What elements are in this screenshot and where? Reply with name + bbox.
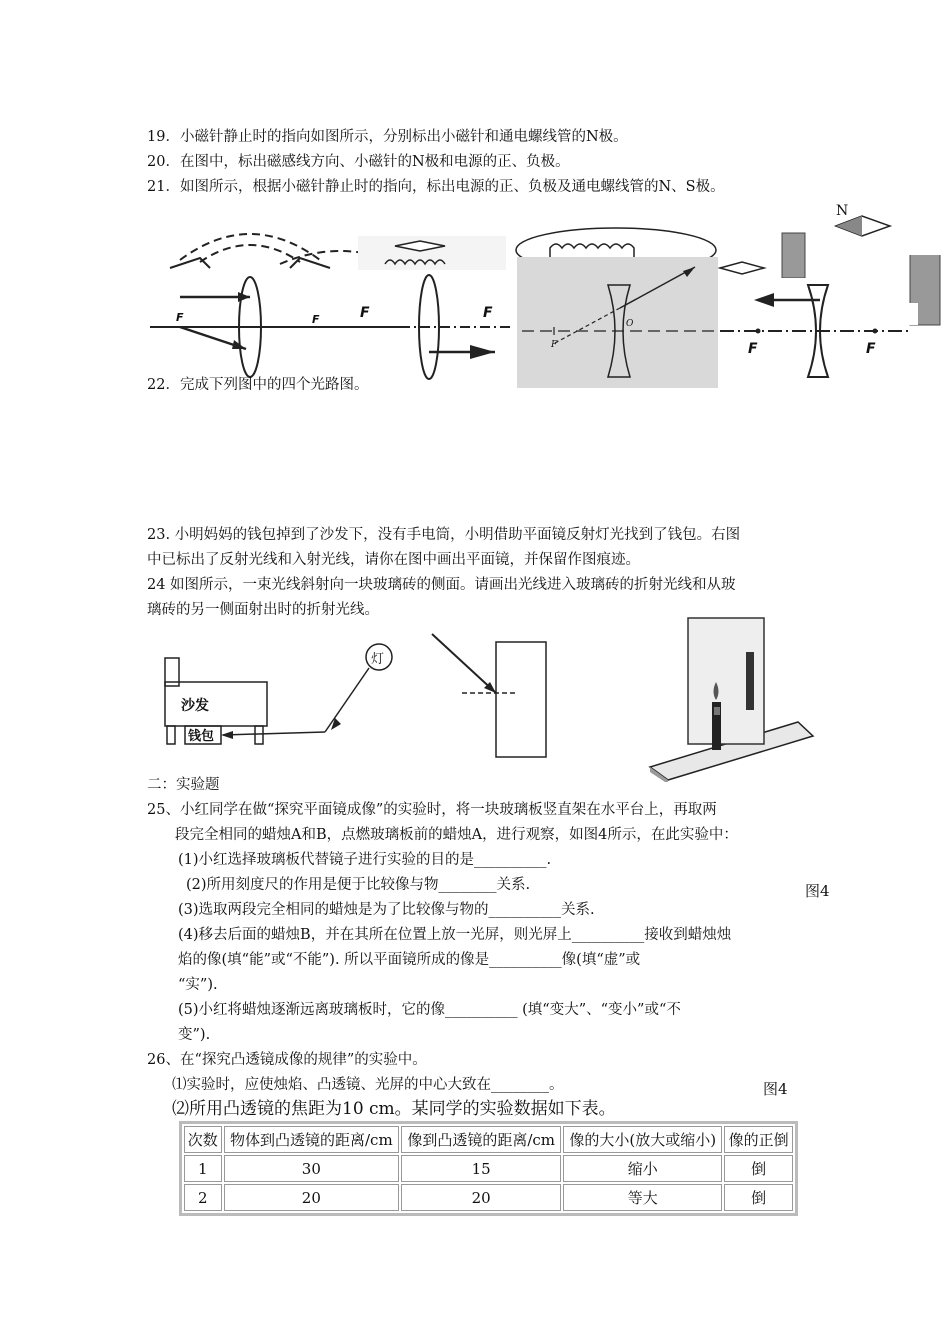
table-header-cell: 像的大小(放大或缩小) bbox=[563, 1126, 722, 1153]
q25-p5a: (5)小红将蜡烛逐渐远离玻璃板时，它的像__________ (填“变大”、“变小”或“不 bbox=[178, 1002, 681, 1018]
table-cell: 30 bbox=[224, 1155, 400, 1182]
focus-label-1b: F bbox=[312, 313, 320, 326]
glass-brick bbox=[496, 642, 546, 757]
q23-text-line1: 23. 小明妈妈的钱包掉到了沙发下，没有手电筒，小明借助平面镜反射灯光找到了钱包。右图 bbox=[147, 527, 741, 543]
table-cell: 2 bbox=[184, 1184, 222, 1211]
compass-needle-3-dark bbox=[836, 216, 862, 236]
q22-text: 22．完成下列图中的四个光路图。 bbox=[147, 377, 369, 393]
table-cell: 等大 bbox=[563, 1184, 722, 1211]
table-cell: 20 bbox=[224, 1184, 400, 1211]
glass-brick-figure bbox=[428, 630, 553, 760]
focus-label-4a: F bbox=[748, 341, 758, 357]
focus-label-4b: F bbox=[866, 341, 876, 357]
focus-label-3: F bbox=[551, 340, 558, 350]
table-header-cell: 像的正倒 bbox=[724, 1126, 793, 1153]
focus-label-2a: F bbox=[360, 305, 370, 321]
sofa-label: 沙发 bbox=[181, 698, 209, 714]
table-cell: 倒 bbox=[724, 1184, 793, 1211]
magnet-n-label: N bbox=[836, 203, 849, 219]
sofa-leg-right bbox=[255, 726, 263, 744]
table-row bbox=[184, 1184, 793, 1211]
incident-light-ray bbox=[432, 634, 496, 693]
q24-text-line2: 璃砖的另一侧面射出时的折射光线。 bbox=[147, 602, 379, 618]
table-header-row bbox=[184, 1126, 793, 1153]
q25-figure-label: 图4 bbox=[805, 882, 830, 900]
plane-mirror-candle-figure bbox=[648, 612, 820, 782]
incident-ray bbox=[325, 668, 369, 732]
section2-title: 二：实验题 bbox=[147, 777, 220, 793]
q21-text: 21．如图所示，根据小磁针静止时的指向，标出电源的正、负极及通电螺线管的N、S极。 bbox=[147, 179, 725, 195]
table-cell: 20 bbox=[401, 1184, 561, 1211]
candle-a-image bbox=[714, 707, 720, 715]
table-cell: 1 bbox=[184, 1155, 222, 1182]
q25-p1: (1)小红选择玻璃板代替镜子进行实验的目的是__________. bbox=[178, 852, 552, 868]
q23-text-line2: 中已标出了反射光线和入射光线，请你在图中画出平面镜，并保留作图痕迹。 bbox=[147, 552, 640, 568]
table-header-cell: 物体到凸透镜的距离/cm bbox=[224, 1126, 400, 1153]
center-label-3: O bbox=[626, 319, 634, 329]
q24-text-line1: 24 如图所示，一束光线斜射向一块玻璃砖的侧面。请画出光线进入玻璃砖的折射光线和从玻 bbox=[147, 577, 736, 593]
q25-p4c: “实”). bbox=[178, 977, 218, 993]
q25-p5b: 变”). bbox=[178, 1027, 211, 1043]
q20-text: 20．在图中，标出磁感线方向、小磁针的N极和电源的正、负极。 bbox=[147, 154, 570, 170]
table-header-cell: 像到凸透镜的距离/cm bbox=[401, 1126, 561, 1153]
candle-b bbox=[746, 652, 754, 710]
q26-line1: 26、在“探究凸透镜成像的规律”的实验中。 bbox=[147, 1052, 427, 1068]
focus-label-2b: F bbox=[483, 305, 493, 321]
q25-p4b: 焰的像(填“能”或“不能”). 所以平面镜所成的像是__________像(填“虚”或 bbox=[178, 952, 641, 968]
focus-label-1a: F bbox=[176, 311, 184, 324]
q25-p4a: (4)移去后面的蜡烛B，并在其所在位置上放一光屏，则光屏上__________接收到蜡烛烛 bbox=[178, 927, 732, 943]
wallet-label: 钱包 bbox=[188, 729, 215, 744]
q26-p1: ⑴实验时，应使烛焰、凸透镜、光屏的中心大致在________。 bbox=[172, 1077, 564, 1093]
sofa-lamp-figure bbox=[155, 640, 395, 755]
q26-figure-label: 图4 bbox=[763, 1080, 788, 1098]
table-cell: 倒 bbox=[724, 1155, 793, 1182]
table-row bbox=[184, 1155, 793, 1182]
table-header-cell: 次数 bbox=[184, 1126, 222, 1153]
q25-line2: 段完全相同的蜡烛A和B，点燃玻璃板前的蜡烛A，进行观察，如图4所示，在此实验中： bbox=[175, 827, 738, 843]
table-cell: 15 bbox=[401, 1155, 561, 1182]
q25-line1: 25、小红同学在做“探究平面镜成像”的实验时，将一块玻璃板竖直架在水平台上，再取两 bbox=[147, 802, 717, 818]
reflected-ray bbox=[223, 732, 325, 735]
sofa-leg-left bbox=[167, 726, 175, 744]
q19-text: 19．小磁针静止时的指向如图所示，分别标出小磁针和通电螺线管的N极。 bbox=[147, 129, 628, 145]
q25-p3: (3)选取两段完全相同的蜡烛是为了比较像与物的__________关系. bbox=[178, 902, 595, 918]
q26-p2: ⑵所用凸透镜的焦距为10 cm。某同学的实验数据如下表。 bbox=[172, 1099, 616, 1119]
experiment-data-table bbox=[179, 1121, 798, 1216]
lamp-label: 灯 bbox=[371, 652, 385, 667]
table-cell: 缩小 bbox=[563, 1155, 722, 1182]
q25-p2: (2)所用刻度尺的作用是便于比较像与物________关系. bbox=[186, 877, 531, 893]
concave-lens-panel bbox=[517, 257, 718, 388]
lens-figures bbox=[150, 255, 945, 390]
